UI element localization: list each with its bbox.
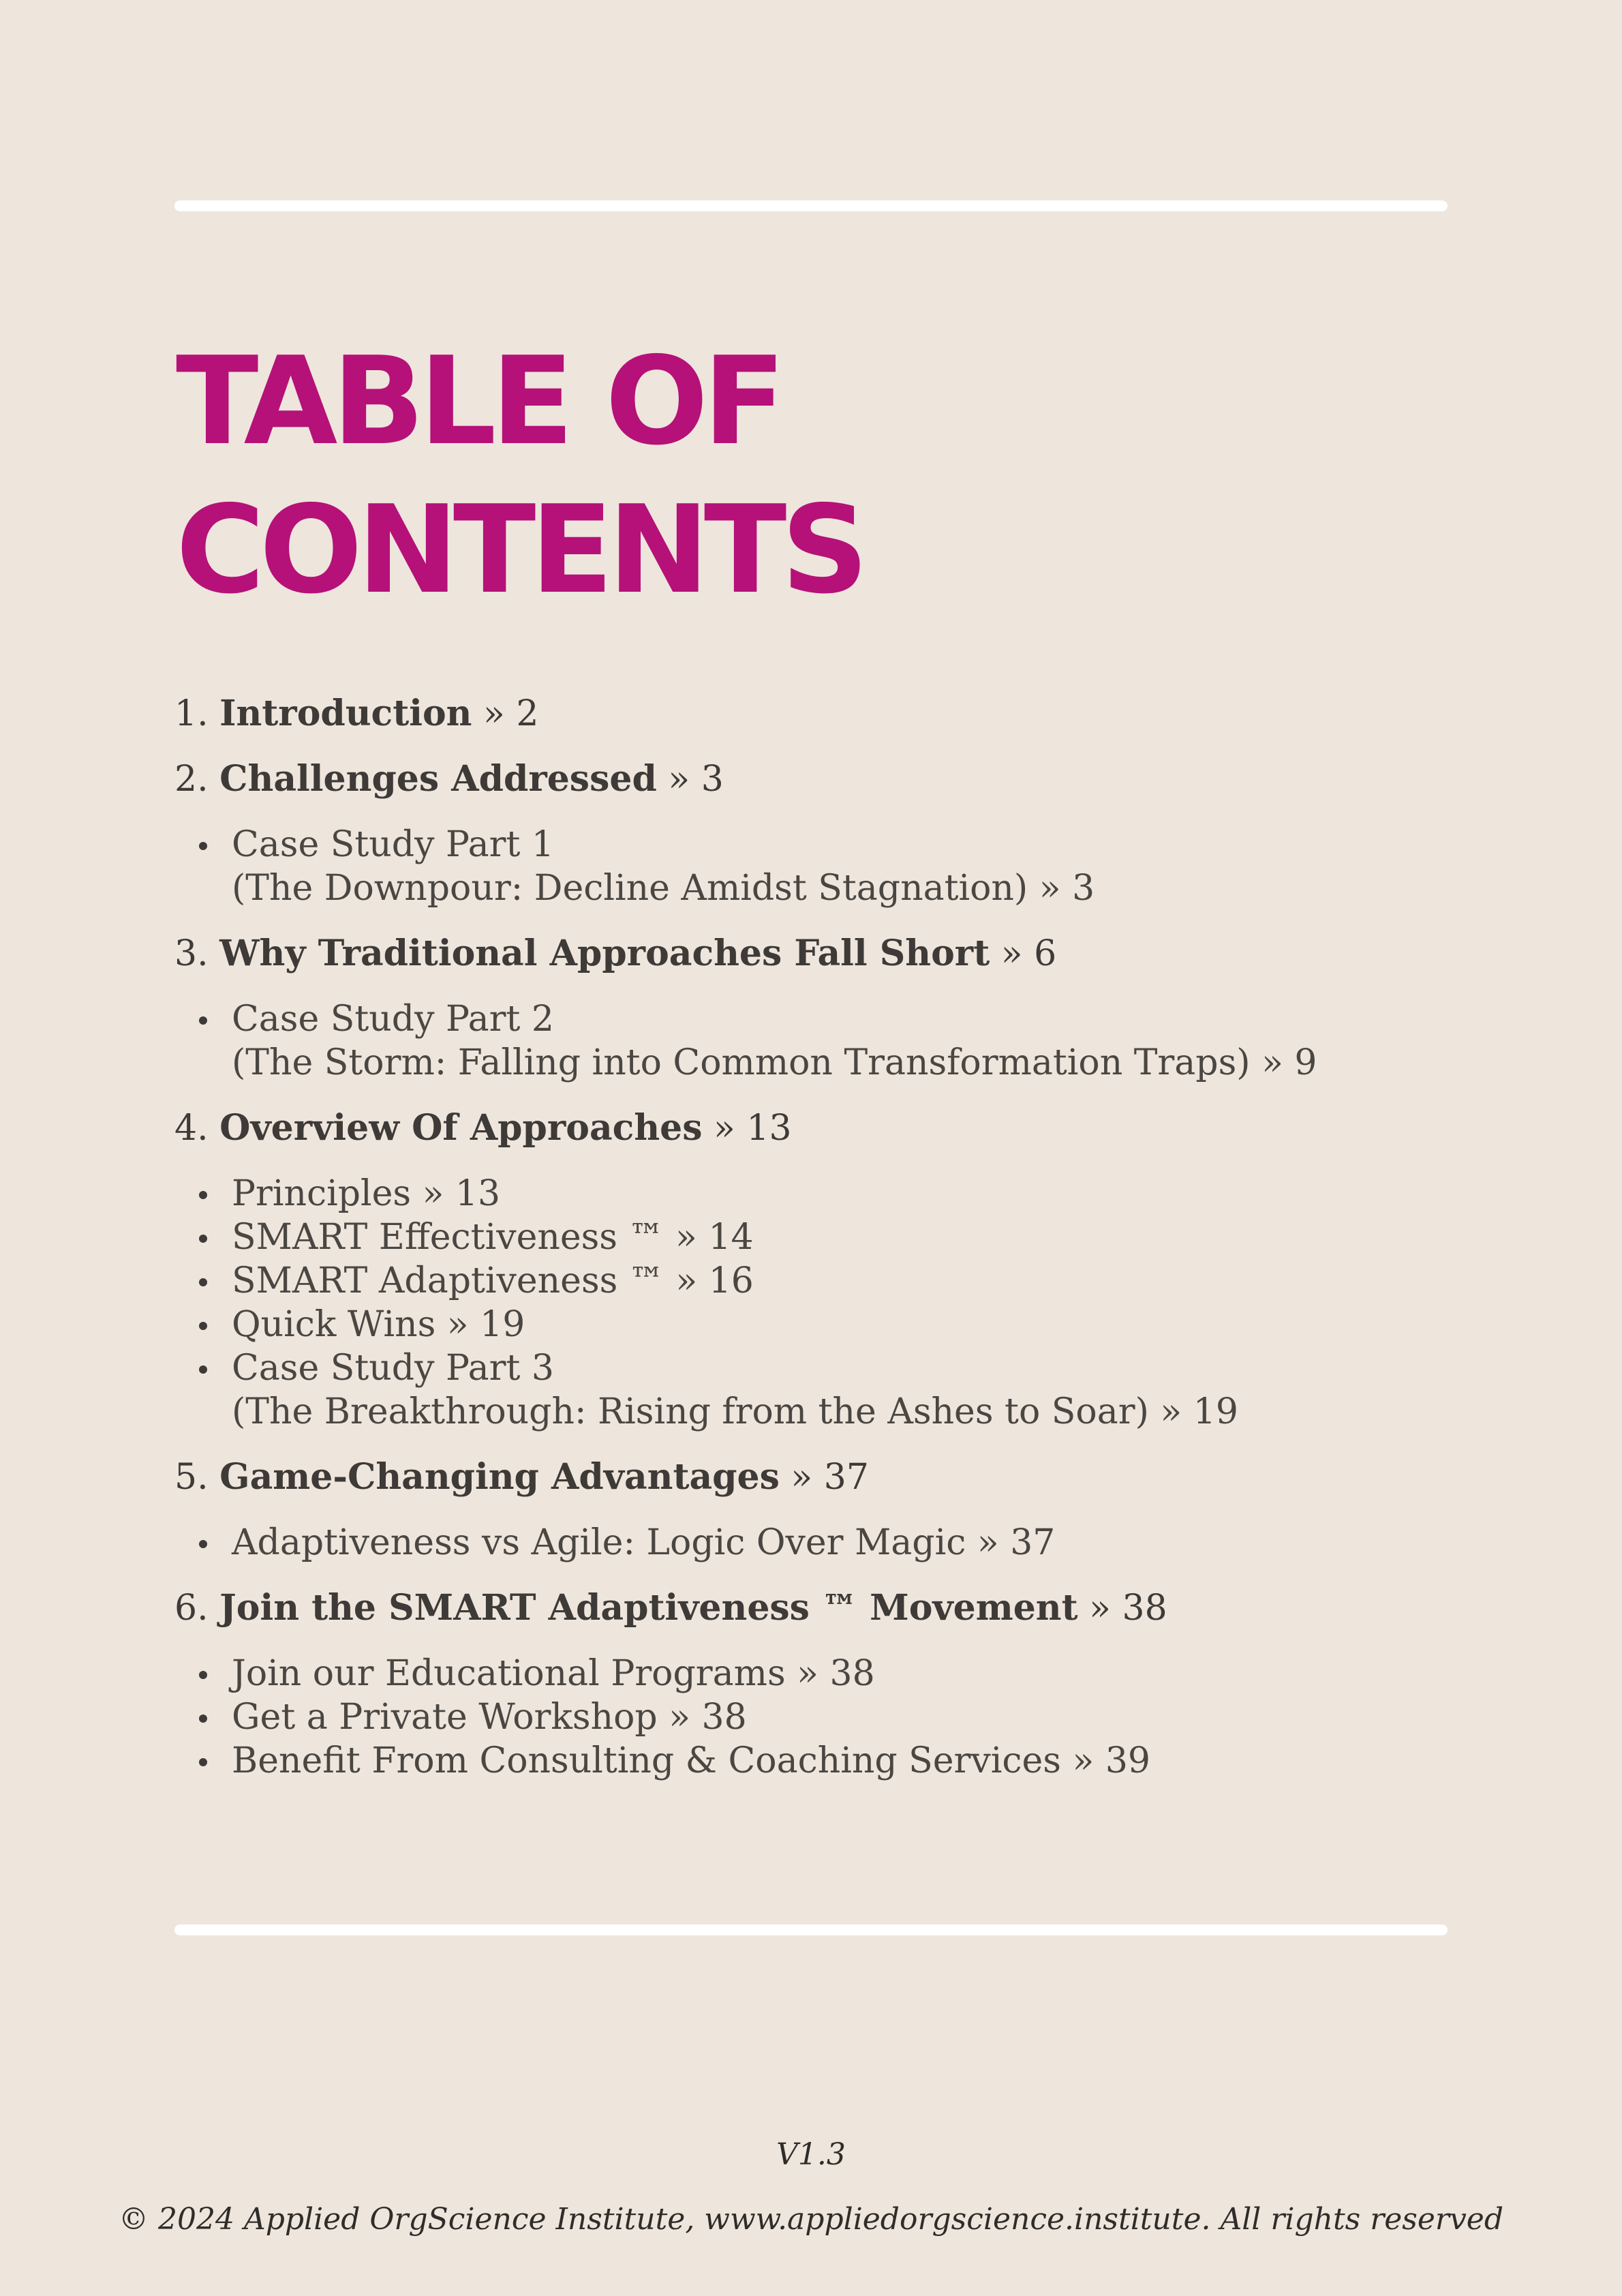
toc-subitem-case-study-3[interactable] bbox=[232, 1346, 1469, 1434]
title-line-1: TABLE OF bbox=[176, 331, 780, 472]
bottom-divider bbox=[174, 1924, 1448, 1935]
toc-entry-number: 2. bbox=[174, 759, 209, 800]
toc-entry-introduction[interactable] bbox=[174, 692, 1469, 736]
page-title bbox=[176, 327, 863, 624]
toc-subitem-principles[interactable] bbox=[232, 1172, 1469, 1215]
top-divider bbox=[174, 200, 1448, 211]
toc-entry-page: » 6 bbox=[1000, 933, 1057, 974]
toc-entry-page: » 37 bbox=[791, 1457, 869, 1498]
toc-entry-join-movement[interactable] bbox=[174, 1586, 1469, 1630]
toc-sublist bbox=[174, 823, 1469, 910]
toc-entry-page: » 38 bbox=[1089, 1588, 1167, 1629]
toc-entry-number: 6. bbox=[174, 1588, 209, 1629]
title-line-2: CONTENTS bbox=[176, 479, 863, 620]
toc-subitem-case-study-2[interactable] bbox=[232, 997, 1469, 1085]
toc-entry-label: Why Traditional Approaches Fall Short bbox=[219, 933, 990, 974]
toc-entry-game-changing[interactable] bbox=[174, 1455, 1469, 1499]
toc-entry-label: Introduction bbox=[219, 693, 472, 734]
toc-entry-page: » 3 bbox=[668, 759, 724, 800]
toc-subitem-line: (The Storm: Falling into Common Transformation Traps) » 9 bbox=[232, 1042, 1317, 1083]
toc-subitem-line: Principles » 13 bbox=[232, 1173, 501, 1214]
toc-entry-number: 1. bbox=[174, 693, 209, 734]
toc-subitem-adaptiveness-vs-agile[interactable] bbox=[232, 1521, 1469, 1565]
toc-subitem-educational-programs[interactable] bbox=[232, 1652, 1469, 1695]
copyright-notice: © 2024 Applied OrgScience Institute, www.appliedorgscience.institute. All rights reserved bbox=[118, 2202, 1504, 2237]
toc-subitem-line: Case Study Part 3 bbox=[232, 1348, 555, 1389]
toc-subitem-case-study-1[interactable] bbox=[232, 823, 1469, 910]
toc-subitem-line: Join our Educational Programs » 38 bbox=[232, 1653, 875, 1694]
toc-entry-number: 4. bbox=[174, 1108, 209, 1149]
toc-subitem-quick-wins[interactable] bbox=[232, 1303, 1469, 1346]
toc-sublist bbox=[174, 1652, 1469, 1783]
toc-entry-number: 3. bbox=[174, 933, 209, 974]
toc-subitem-line: Case Study Part 2 bbox=[232, 999, 555, 1040]
toc-subitem-private-workshop[interactable] bbox=[232, 1695, 1469, 1739]
toc-subitem-consulting-coaching[interactable] bbox=[232, 1739, 1469, 1783]
toc-subitem-smart-adaptiveness[interactable] bbox=[232, 1259, 1469, 1303]
toc-entry-label: Game-Changing Advantages bbox=[219, 1456, 780, 1498]
toc-entry-page: » 2 bbox=[483, 693, 539, 734]
toc-sublist bbox=[174, 997, 1469, 1085]
toc-subitem-smart-effectiveness[interactable] bbox=[232, 1215, 1469, 1259]
toc-entry-why-traditional[interactable] bbox=[174, 932, 1469, 976]
toc-subitem-line: Case Study Part 1 bbox=[232, 824, 555, 865]
toc-subitem-line: Adaptiveness vs Agile: Logic Over Magic » 37 bbox=[232, 1522, 1056, 1563]
toc-entry-page: » 13 bbox=[714, 1108, 792, 1149]
toc-sublist bbox=[174, 1172, 1469, 1434]
toc-subitem-line: Benefit From Consulting & Coaching Services » 39 bbox=[232, 1740, 1151, 1781]
toc-subitem-line: Get a Private Workshop » 38 bbox=[232, 1697, 747, 1738]
toc-entry-label: Challenges Addressed bbox=[219, 758, 657, 800]
toc-subitem-line: Quick Wins » 19 bbox=[232, 1304, 525, 1345]
toc-subitem-line: (The Downpour: Decline Amidst Stagnation) » 3 bbox=[232, 868, 1095, 909]
version-label: V1.3 bbox=[776, 2137, 846, 2172]
toc-subitem-line: (The Breakthrough: Rising from the Ashes to Soar) » 19 bbox=[232, 1391, 1238, 1432]
toc-entry-challenges-addressed[interactable] bbox=[174, 757, 1469, 801]
toc-entry-label: Join the SMART Adaptiveness ™ Movement bbox=[219, 1587, 1078, 1629]
toc-subitem-line: SMART Effectiveness ™ » 14 bbox=[232, 1217, 754, 1258]
toc-sublist bbox=[174, 1521, 1469, 1565]
toc-entry-number: 5. bbox=[174, 1457, 209, 1498]
toc-entry-label: Overview Of Approaches bbox=[219, 1107, 703, 1149]
table-of-contents bbox=[174, 692, 1469, 1804]
toc-subitem-line: SMART Adaptiveness ™ » 16 bbox=[232, 1260, 754, 1301]
toc-entry-overview[interactable] bbox=[174, 1106, 1469, 1150]
